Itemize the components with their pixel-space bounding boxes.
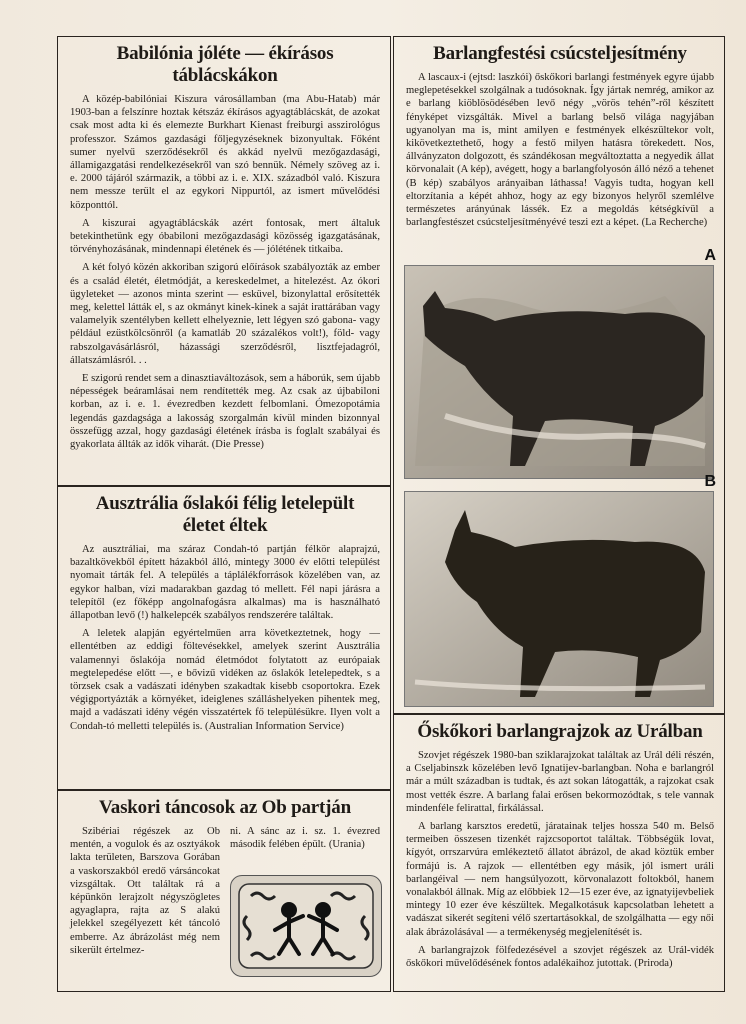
article-barlang — [393, 36, 725, 714]
cave-painting-photo-b — [404, 491, 714, 707]
article-body — [406, 71, 714, 229]
article-ausztralia — [57, 486, 391, 790]
paragraph: Szovjet régészek 1980-ban sziklarajzokat találtak az Urál déli részén, a Cseljabinszk közelében levő Ignatijev-barlangban. Noha e barlangról már a múlt században is tudtak, és azt sokan látogatták, a rajzokat csak most vették észre. A barlang falai erősen bekormozódtak, s tele vannak mindenféle felirattal, firkálással. — [406, 750, 714, 814]
paragraph: Szibériai régészek az Ob mentén, a vogulok és az osztyákok lakta területen, Barszova Gorában a vaskorszakból eredő vársáncokat vizsgáltak. Ott találtak rá a képünkön lerajzolt négyszögletes agyaglapra, rajta az S alakú jelekkel szegélyezett két táncoló emberre. Az ábrázolást még nem sikerült értelmez- — [70, 826, 220, 956]
paragraph: A közép-babilóniai Kiszura városállamban (ma Abu-Hatab) már 1903-ban a felszínre hoztak kétszáz ékírásos agyagtáblácskát, de azokat csak most adta ki és elemezte Burkhart Kienast freiburgi asszirológus professzor. Számos gazdasági főljegyzéseknek bizonyultak. Főként sumer nyelvű szerződésekről és akkád nyelvű mezőgazdasági, államigazgatási rendelkezésekről van szó bennük. Némely szöveg az i. e. 2000 tájáról származik, a többi az i. e. XIX. századból való. Kiszura nem messze terült el az egykori Nippurtól, az ismert művelődési központtól. — [70, 94, 380, 211]
dancers-illustration — [231, 876, 381, 976]
cave-painting-photo-a — [404, 265, 714, 479]
photo-label-b: B — [704, 473, 716, 490]
paragraph: A két folyó közén akkoriban szigorú előírások szabályozták az ember és a család életét, életmódját, a kereskedelmet, a hitelezést. Az ókori ügyleteket — azonos minta szerint — esküvel, bizonylattal erősítették meg, kelettel látták el, s az okmányt kinek-kinek a saját irattárában vagy valamelyik szentélyben kellett elhelyeznie, lett légyen szó gabona- vagy például ezüstkölcsönről (a kamatláb 20 százalékos volt!), föld- vagy rabszolgavásárlásról, házassági szerződésről, lisztfejadagról, állatszámlásról. . . — [70, 262, 380, 366]
paragraph: A kiszurai agyagtáblácskák azért fontosak, mert általuk betekinthetünk egy óbabiloni mezőgazdasági közösség igazgatásának, törvényhozásának, mindennapi életének és — jólétének titkaiba. — [70, 217, 380, 256]
article-title: Vaskori táncosok az Ob partján — [99, 797, 351, 818]
article-body — [70, 543, 380, 733]
article-body — [406, 749, 714, 970]
article-title: Őskőkori barlangrajzok az Urálban — [417, 721, 703, 742]
article-ural — [393, 714, 725, 992]
paragraph: A leletek alapján egyértelműen arra következtetnek, hogy — ellentétben az eddigi föltevésekkel, amelyek szerint Ausztrália valamennyi őslakója nomád életmódot folytatott az európaiak megtelepedése előtt —, e bővizű vidéken az őslakók letelepedtek, s a törzsek csak a vadászati idényben szakadtak kisebb csoportokra. Ezek végigportyázták a környéket, ideiglenes szálláshelyeken pihentek meg, majd a vadászati idény végén visszatértek fő településükre. Ilyen volt a Condah-tó melletti település is. (Australian Information Service) — [70, 628, 380, 732]
article-body — [70, 825, 380, 985]
clay-tablet-drawing — [230, 875, 382, 977]
paragraph: Az ausztráliai, ma száraz Condah-tó partján félkör alaprajzú, bazaltkövekből épített házakból álló, mintegy 3000 év előtti települést nyomait tárták fel. A település a táplálékforrások közelében van, az egykor halban, vízi madarakban gazdag tó mellett. Fél napi járásra a telepítől (ez főképp angolnafogásra alkalmas) ma is használható állapotban levő (!) halkelepcék szabályos rendszerére találtak. — [70, 544, 380, 622]
article-title: Babilónia jóléte — ékírásos táblácskákon — [116, 43, 334, 86]
article-title: Ausztrália őslakói félig letelepült életet éltek — [95, 493, 355, 536]
article-body — [70, 93, 380, 451]
paragraph: A barlangrajzok fölfedezésével a szovjet régészek az Urál-vidék őskőkori művelődésének fontos adalékaihoz jutottak. (Priroda) — [406, 944, 714, 970]
paragraph: A lascaux-i (ejtsd: laszkói) őskőkori barlangi festmények egyre újabb meglepetésekkel szolgálnak a tudósoknak. Így jártak nemrég, amikor az e barlang kiöblösödésében levő négy „vörös tehén”-ről készített fényképet vizsgálták. Mivel a barlang belső világa nagyjában ugyanolyan ma is, mint amilyen e festmények elkészültekor volt, kikövetkeztethető, hogy a festő milyen hatásra törekedett. Nos, állványzaton dolgozott, és szándékosan megváltoztatta a negyedik állat körvonalait (A kép), avégett, hogy a barlangfolyosón álló néző a tehenet (B kép) szabályos arányaiban láthassa! Vagyis tudta, hogyan kell eltorzítania a képét ahhoz, hogy az egy bizonyos helyről szemlélve természetes arányúnak lássék. Ez a megoldás kétségkívül a barlangfestészet csúcsteljesítményévé teszi ezt a képet. (La Recherche) — [406, 72, 714, 229]
article-vaskori — [57, 790, 391, 992]
article-title: Barlangfestési csúcsteljesítmény — [433, 43, 687, 64]
photo-label-a: A — [704, 247, 716, 264]
paragraph: E szigorú rendet sem a dinasztiaváltozások, sem a háborúk, sem újabb népességek beáramlásai nem rendítették meg. Az csak az újbabiloni korban, az i. e. 1. évezredben kezdett felbomlani. Ómezopotámia legendás gazdagsága a lakosság szorgalmán kívül minden bizonnyal összefügg azzal, hogy gazdasági életének írásba is foglalt szabályai és gyakorlata állták az idők viharát. (Die Presse) — [70, 373, 380, 451]
paragraph: A barlang karsztos eredetű, járatainak teljes hossza 540 m. Belső termeiben összesen tizenkét rajzcsoportot találtak. Többségük lovat, kígyót, orrszarvúra emlékeztető állatot ábrázol, de akad köztük ember formájú is. A rajzok — ellentétben egy másik, jól ismert uráli barlangéival — nem hangsúlyozott, körvonalazott foltokból, hanem vonalakból állnak. Míg az előbbiek 12—15 ezer éve, az ignatyijevbeliek mintegy 10 ezer éve készültek. Megalkotásuk kapcsolatban lehetett a vadászat sikerét segíteni vélő szertartásokkal, de szolgálhatta — egy női alak ábrázolásával — a termékenység megjelenítését is. — [406, 821, 714, 938]
article-babilonia — [57, 36, 391, 486]
paragraph: ni. A sánc az i. sz. 1. évezred második felében épült. (Urania) — [230, 826, 380, 851]
